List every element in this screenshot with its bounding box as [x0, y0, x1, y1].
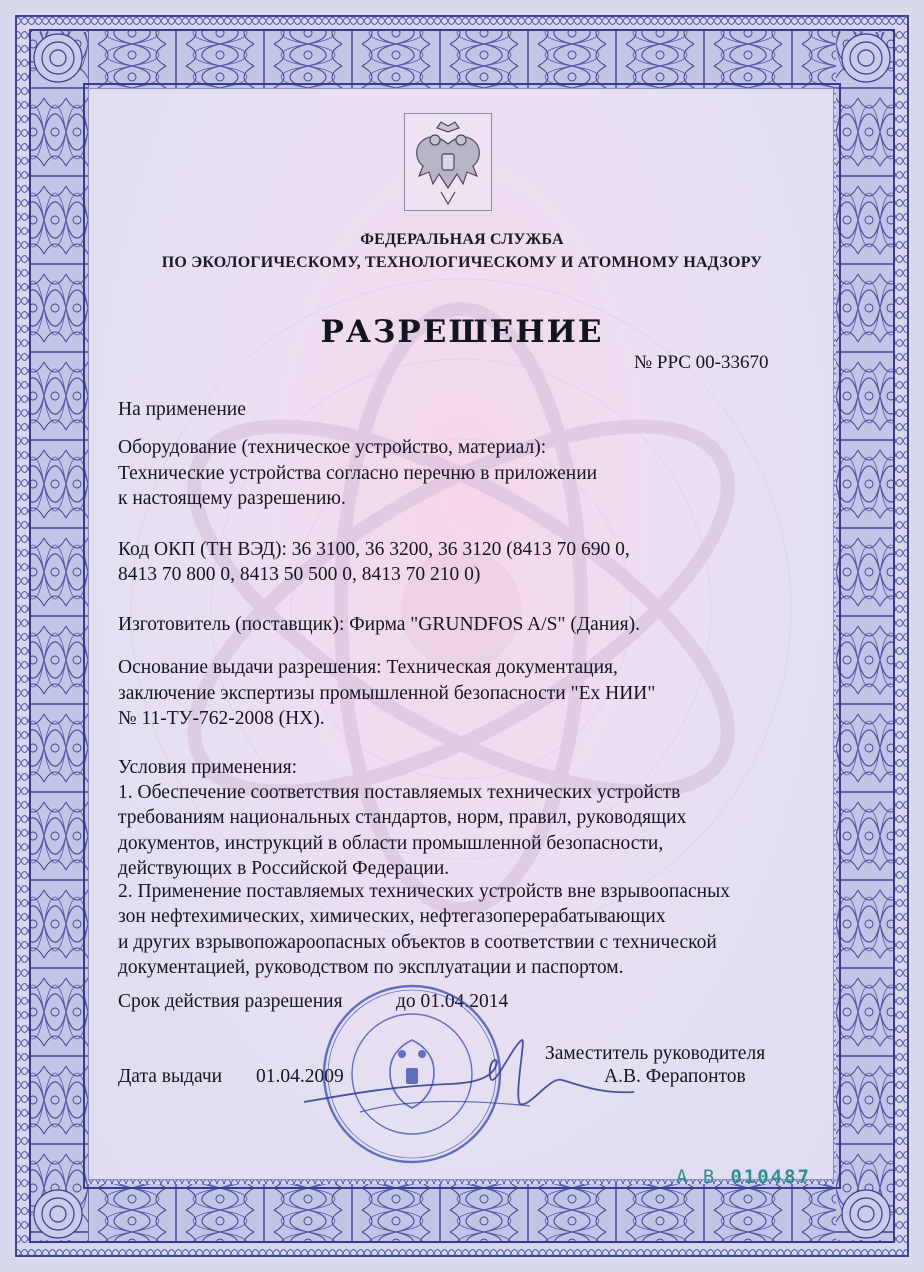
okp-code-line1: Код ОКП (ТН ВЭД): 36 3100, 36 3200, 36 3120 (8413 70 690 0,: [118, 539, 630, 560]
validity-date: до 01.04.2014: [396, 991, 509, 1012]
conditions-title: Условия применения:: [118, 757, 298, 778]
document-number: № РРС 00-33670: [634, 352, 769, 373]
agency-name-line2: ПО ЭКОЛОГИЧЕСКОМУ, ТЕХНОЛОГИЧЕСКОМУ И АТОМНОМУ НАДЗОРУ: [161, 254, 763, 271]
condition-1-line4: действующих в Российской Федерации.: [118, 858, 450, 879]
signatory-name: А.В. Ферапонтов: [604, 1066, 746, 1087]
coat-of-arms-emblem: [404, 113, 492, 211]
basis-line1: Основание выдачи разрешения: Техническая документация,: [118, 657, 618, 678]
equipment-line2: Технические устройства согласно перечню в приложении: [118, 463, 598, 484]
condition-1-line3: документов, инструкций в области промышленной безопасности,: [118, 833, 664, 854]
condition-2-line1: 2. Применение поставляемых технических устройств вне взрывоопасных: [118, 881, 730, 902]
condition-2-line3: и других взрывопожароопасных объектов в соответствии с технической: [118, 932, 717, 953]
issue-date-label: Дата выдачи: [118, 1066, 223, 1087]
purpose-text: На применение: [118, 399, 246, 420]
okp-code-line2: 8413 70 800 0, 8413 50 500 0, 8413 70 210 0): [118, 564, 481, 585]
form-serial-number: [676, 1166, 811, 1188]
manufacturer-text: Изготовитель (поставщик): Фирма "GRUNDFOS A/S" (Дания).: [118, 614, 641, 635]
equipment-line1: Оборудование (техническое устройство, материал):: [118, 437, 547, 458]
document-title: РАЗРЕШЕНИЕ: [320, 314, 604, 350]
condition-1-line1: 1. Обеспечение соответствия поставляемых технических устройств: [118, 782, 681, 803]
signature: [300, 1036, 640, 1126]
form-series: А В: [676, 1166, 717, 1188]
validity-label: Срок действия разрешения: [118, 991, 343, 1012]
basis-line3: № 11-ТУ-762-2008 (НХ).: [118, 708, 325, 729]
double-headed-eagle-icon: [405, 114, 491, 210]
agency-name-line1: ФЕДЕРАЛЬНАЯ СЛУЖБА: [360, 231, 564, 248]
issue-date: 01.04.2009: [256, 1066, 344, 1087]
signatory-position: Заместитель руководителя: [545, 1043, 766, 1064]
basis-line2: заключение экспертизы промышленной безопасности "Ех НИИ": [118, 683, 656, 704]
form-number: 010487: [730, 1166, 811, 1188]
condition-1-line2: требованиям национальных стандартов, норм, правил, руководящих: [118, 807, 687, 828]
condition-2-line4: документацией, руководством по эксплуатации и паспортом.: [118, 957, 624, 978]
equipment-line3: к настоящему разрешению.: [118, 488, 346, 509]
condition-2-line2: зон нефтехимических, химических, нефтегазоперерабатывающих: [118, 906, 666, 927]
